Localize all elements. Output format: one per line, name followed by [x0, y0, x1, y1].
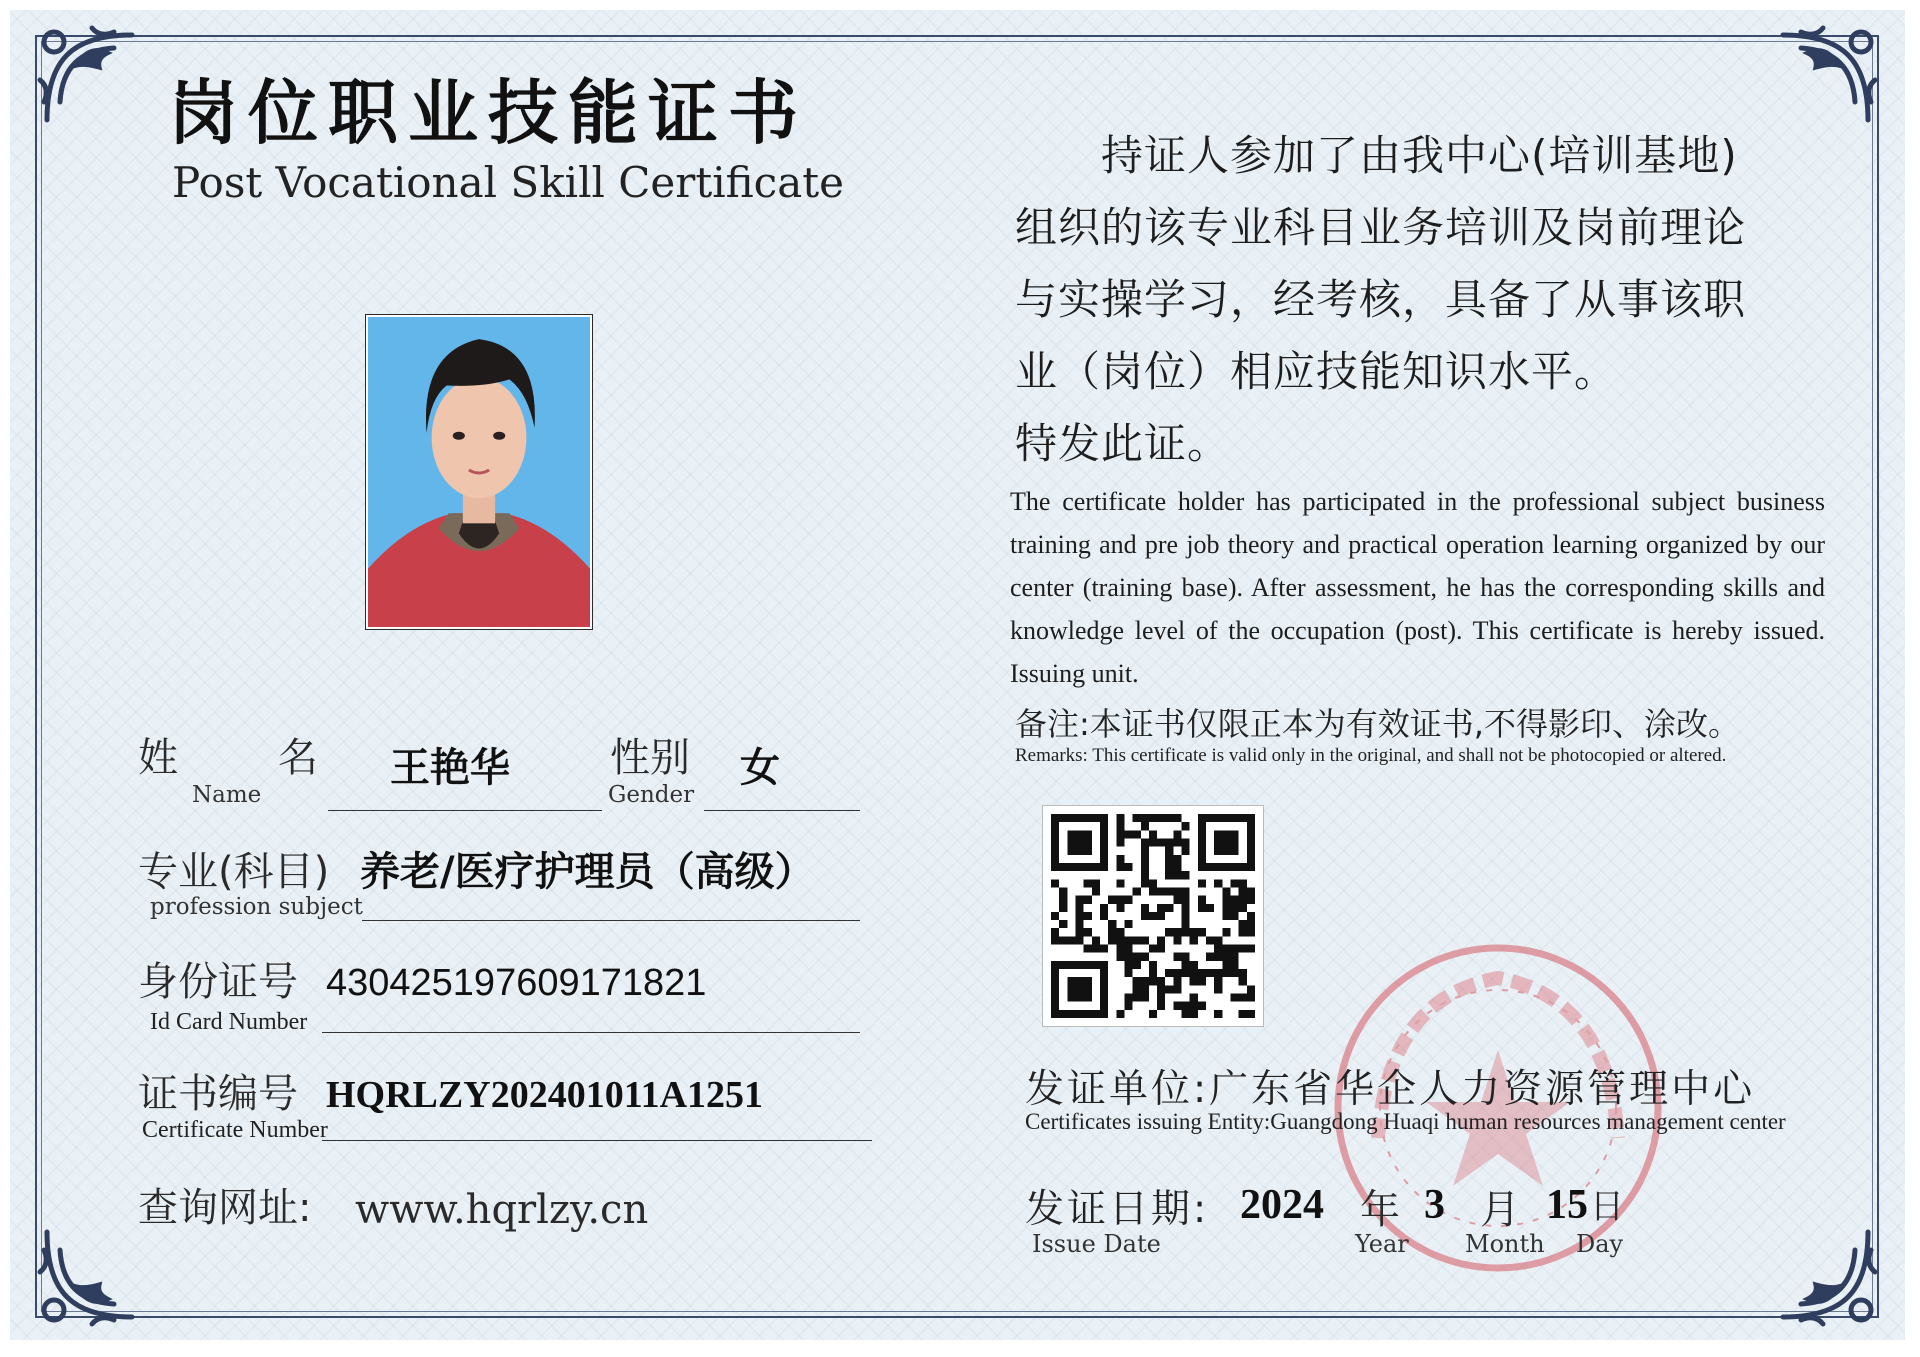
- name-label-en: Name: [192, 782, 262, 808]
- id-label-en: Id Card Number: [150, 1009, 308, 1035]
- qr-code[interactable]: [1042, 805, 1264, 1027]
- profession-label-cn: 专业(科目): [138, 849, 330, 895]
- holder-photo: [368, 317, 590, 627]
- issue-date-label-cn: 发证日期:: [1025, 1187, 1210, 1232]
- statement-line-3: 与实操学习，经考核，具备了从事该职: [1015, 275, 1747, 324]
- profession-label-en: profession subject: [150, 894, 363, 920]
- statement-line-1: 持证人参加了由我中心(培训基地): [1101, 131, 1738, 180]
- cert-number-value: HQRLZY202401011A1251: [326, 1074, 764, 1116]
- gender-label-en: Gender: [608, 782, 695, 808]
- remarks-chinese: 备注:本证书仅限正本为有效证书,不得影印、涂改。: [1015, 705, 1740, 743]
- statement-line-5: 特发此证。: [1015, 419, 1231, 468]
- title-english: Post Vocational Skill Certificate: [172, 158, 844, 207]
- id-label-cn: 身份证号: [138, 959, 298, 1005]
- issuer-english: Certificates issuing Entity:Guangdong Huaqi human resources management center: [1025, 1109, 1786, 1134]
- query-url[interactable]: www.hqrlzy.cn: [355, 1187, 649, 1233]
- name-underline: [328, 810, 602, 811]
- name-value: 王艳华: [390, 745, 510, 791]
- year-label-en: Year: [1355, 1230, 1409, 1258]
- title-chinese: 岗位职业技能证书: [168, 72, 808, 154]
- statement-line-4: 业（岗位）相应技能知识水平。: [1015, 347, 1618, 396]
- query-label: 查询网址:: [138, 1185, 312, 1231]
- name-label-cn-1: 姓: [138, 735, 178, 781]
- corner-ornament-bottom-right-icon: [1763, 1212, 1883, 1332]
- gender-value: 女: [740, 745, 780, 791]
- profession-value: 养老/医疗护理员（高级）: [360, 849, 815, 895]
- cert-number-label-en: Certificate Number: [142, 1117, 328, 1143]
- id-underline: [322, 1032, 860, 1033]
- day-label-cn: 日: [1590, 1187, 1624, 1227]
- remarks-english: Remarks: This certificate is valid only in the original, and shall not be photocopied or altered.: [1015, 745, 1727, 766]
- statement-chinese: [1015, 120, 1825, 480]
- month-label-cn: 月: [1480, 1187, 1520, 1233]
- issue-year-value: 2024: [1240, 1182, 1324, 1228]
- day-label-en: Day: [1576, 1230, 1624, 1258]
- issuer-label: 发证单位:: [1025, 1067, 1210, 1112]
- issue-day-value: 15: [1546, 1182, 1588, 1228]
- issuer-chinese: [1025, 1067, 1756, 1112]
- issue-date-label-en: Issue Date: [1032, 1230, 1161, 1258]
- statement-line-2: 组织的该专业科目业务培训及岗前理论: [1015, 203, 1747, 252]
- year-label-cn: 年: [1360, 1187, 1400, 1233]
- cert-number-underline: [322, 1140, 872, 1141]
- cert-number-label-cn: 证书编号: [138, 1071, 298, 1117]
- gender-underline: [704, 810, 860, 811]
- qr-code-icon: [1051, 814, 1255, 1018]
- profession-underline: [362, 920, 860, 921]
- issuer-name: 广东省华企人力资源管理中心: [1209, 1067, 1756, 1112]
- id-value: 430425197609171821: [326, 962, 707, 1004]
- name-label-cn-2: 名: [278, 735, 318, 781]
- certificate: [10, 10, 1905, 1340]
- holder-photo-frame: [365, 314, 593, 630]
- statement-english: The certificate holder has participated in the professional subject business training and pre job theory and practical operation learning organized by our center (training base). After assessment, he has the corresponding skills and knowledge level of the occupation (post). This certificate is hereby issued. Issuing unit.: [1010, 487, 1825, 688]
- corner-ornament-top-left-icon: [32, 20, 152, 140]
- gender-label-cn: 性别: [610, 735, 690, 781]
- issue-month-value: 3: [1424, 1182, 1445, 1228]
- month-label-en: Month: [1465, 1230, 1545, 1258]
- corner-ornament-bottom-left-icon: [32, 1212, 152, 1332]
